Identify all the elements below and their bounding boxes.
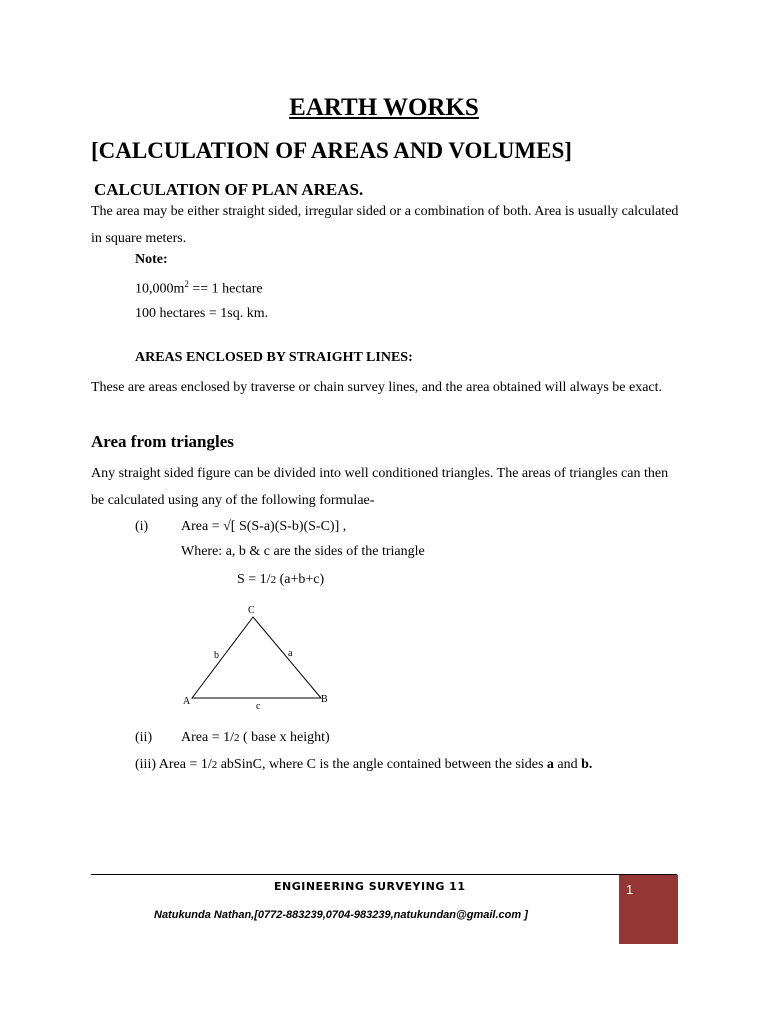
formula-2-subscript: 2 xyxy=(234,732,240,744)
paragraph-straight-lines: These are areas enclosed by traverse or chain survey lines, and the area obtained will always be exact. xyxy=(91,380,663,395)
triangle-diagram xyxy=(175,600,335,715)
triangle-shape xyxy=(192,617,321,698)
vertex-b-label: B xyxy=(321,694,328,705)
formula-1-number: (i) xyxy=(135,519,149,534)
footer-author: Natukunda Nathan,[0772-883239,0704-983239,natukundan@gmail.com ] xyxy=(154,909,528,921)
formula-3-side-b: b. xyxy=(581,757,593,772)
vertex-c-label: C xyxy=(248,605,255,616)
formula-1: Area = √[ S(S-a)(S-b)(S-C)] , xyxy=(181,519,347,534)
formula-3-prefix: (iii) Area = 1/ xyxy=(135,757,212,772)
note-label: Note: xyxy=(135,252,168,267)
footer-course-title: ENGINEERING SURVEYING 11 xyxy=(274,880,466,893)
page-number: 1 xyxy=(626,882,634,897)
formula-2-prefix: Area = 1/ xyxy=(181,730,234,745)
formula-1-where: Where: a, b & c are the sides of the triangle xyxy=(181,544,425,559)
footer-divider xyxy=(91,874,677,875)
vertex-a-label: A xyxy=(183,696,191,707)
note-line-2: 100 hectares = 1sq. km. xyxy=(135,306,269,321)
semi-perimeter-subscript: 2 xyxy=(270,574,277,586)
note-line-1-superscript: 2 xyxy=(184,279,189,289)
side-a-label: a xyxy=(288,648,293,659)
page-subtitle: [CALCULATION OF AREAS AND VOLUMES] xyxy=(91,138,572,163)
note-line-1-rest: == 1 hectare xyxy=(188,281,263,297)
paragraph-triangles: Any straight sided figure can be divided into well conditioned triangles. The areas of triangles can then be calculated using any of the following formulae- xyxy=(91,466,669,508)
formula-3-subscript: 2 xyxy=(211,759,218,771)
heading-plan-areas: CALCULATION OF PLAN AREAS. xyxy=(94,180,364,199)
paragraph-plan-areas: The area may be either straight sided, irregular sided or a combination of both. Area is usually calculated in square meters. xyxy=(91,204,679,246)
heading-area-from-triangles: Area from triangles xyxy=(91,432,234,451)
formula-3-side-a: a xyxy=(546,757,554,772)
formula-3-middle: abSinC, where C is the angle contained between the sides xyxy=(217,757,547,772)
formula-3 xyxy=(135,757,592,773)
formula-2 xyxy=(181,730,330,746)
page-number-box xyxy=(619,875,678,944)
heading-straight-lines: AREAS ENCLOSED BY STRAIGHT LINES: xyxy=(135,350,413,365)
note-line-1-value: 10,000m xyxy=(135,281,185,297)
side-b-label: b xyxy=(214,650,219,661)
note-line-1 xyxy=(135,279,263,298)
page-title: EARTH WORKS xyxy=(289,94,479,121)
formula-1-semi-perimeter xyxy=(237,572,324,588)
semi-perimeter-suffix: (a+b+c) xyxy=(276,572,325,587)
formula-3-and: and xyxy=(553,757,582,772)
formula-2-number: (ii) xyxy=(135,730,153,745)
formula-2-suffix: ( base x height) xyxy=(239,730,330,745)
semi-perimeter-prefix: S = 1/ xyxy=(237,572,271,587)
side-c-label: c xyxy=(256,701,261,712)
